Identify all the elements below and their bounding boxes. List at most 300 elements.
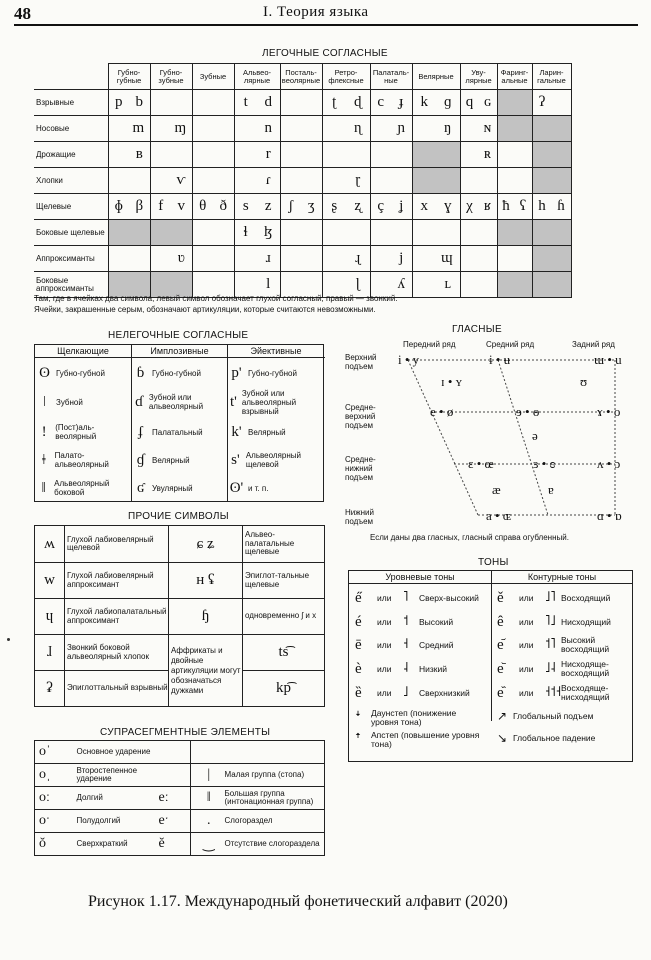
vowel-close-mid-label: Средне-верхний подъем [345, 403, 376, 430]
consonant-cell [460, 168, 497, 194]
vowel-a-p: ɑ • ɒ [597, 508, 622, 523]
voiceless-symbol: k [420, 94, 428, 110]
tone-description: Восходящий [561, 592, 611, 603]
implosives-item [133, 419, 227, 445]
voiced-symbol: ʟ [444, 276, 451, 292]
clicks-description: Альвеолярный боковой [54, 479, 110, 497]
other-sym: ɺ [35, 635, 65, 671]
consonant-cell [460, 116, 497, 142]
corner-cell [34, 64, 108, 90]
consonant-cell [192, 90, 234, 116]
supra-symbol: oˑ [35, 810, 75, 833]
pulmonic-title: ЛЕГОЧНЫЕ СОГЛАСНЫЕ [262, 48, 388, 59]
impossible-cell [532, 272, 571, 298]
other-sym: ʡ [35, 671, 65, 707]
consonant-cell [322, 116, 370, 142]
supra-example: ĕ [155, 833, 191, 856]
voiced-symbol: ʙ [135, 146, 143, 162]
clicks-item [37, 419, 131, 445]
supra-example [155, 764, 191, 787]
clicks-description: Палато-альвеолярный [54, 451, 109, 469]
supra-group-description: Слогораздел [223, 810, 325, 833]
consonant-cell [234, 246, 280, 272]
voiced-symbol: ɴ [483, 120, 492, 136]
voiced-symbol: b [135, 94, 143, 110]
tone-or: или [519, 640, 534, 650]
other-symbols-title: ПРОЧИЕ СИМВОЛЫ [128, 511, 229, 522]
tone-step-item [355, 731, 481, 749]
supra-example: eˑ [155, 810, 191, 833]
vowel-I-Y: ɪ • ʏ [441, 374, 463, 389]
tone-letter: ˥˩ [545, 614, 556, 629]
vowel-trapezoid [390, 350, 635, 525]
tone-description: Средний [419, 639, 454, 650]
ejectives-symbol: s' [231, 451, 240, 468]
consonant-cell [280, 90, 322, 116]
supra-symbol: oː [35, 787, 75, 810]
voiced-symbol: ɽ [355, 172, 361, 188]
consonant-cell [108, 194, 150, 220]
voiced-symbol: ɳ [354, 120, 362, 136]
tone-step-symbol: ↗ [497, 709, 508, 723]
header-rule [14, 24, 638, 26]
tone-letter: ˧˦˧ [545, 685, 562, 700]
voiced-symbol: r [265, 146, 271, 162]
vowel-close-label: Верхний подъем [345, 353, 377, 371]
voiced-symbol: ɾ [265, 172, 271, 188]
consonant-cell [532, 194, 571, 220]
voiced-symbol: ɣ [444, 198, 452, 214]
voiced-symbol: m [132, 120, 145, 136]
tone-description: Сверх-высокий [419, 592, 479, 603]
level-tone-item [355, 657, 485, 681]
manner-row-label: Дрожащие [34, 142, 108, 168]
manner-row-label: Щелевые [34, 194, 108, 220]
voiced-symbol: l [266, 276, 271, 292]
implosives-item [133, 360, 227, 386]
tone-step-item [497, 731, 623, 745]
consonant-cell [192, 142, 234, 168]
voiced-symbol: ʕ [519, 198, 527, 214]
consonant-cell [412, 90, 460, 116]
header-ejectives: Эйективные [250, 346, 302, 356]
voiceless-symbol: ɬ [243, 224, 248, 240]
implosives-symbol: ɓ [136, 364, 145, 381]
voiced-symbol: ʐ [354, 198, 362, 214]
tone-diacritic: e̋ [355, 589, 362, 606]
vowel-6: ɐ [548, 482, 554, 497]
tone-letter: ˩˥ [545, 590, 556, 605]
place-column-header: Посталь-веолярные [280, 64, 322, 90]
consonant-cell [234, 142, 280, 168]
consonant-cell [150, 90, 192, 116]
vowel-U: ʊ [580, 374, 588, 389]
tone-letter: ˩˨ [545, 661, 556, 676]
other-sym: ɕ ʑ [169, 526, 243, 563]
other-desc: Эпиглоттальный взрывный [65, 671, 169, 707]
ejectives-item [229, 360, 323, 386]
tone-letter: ˩ [403, 685, 409, 700]
figure-caption: Рисунок 1.17. Международный фонетический алфавит (2020) [88, 893, 508, 910]
ejectives-symbol: k' [231, 423, 242, 440]
voiceless-symbol: ʈ [332, 94, 337, 110]
ejectives-description: Губно-губной [248, 368, 297, 378]
tone-or: или [519, 688, 534, 698]
consonant-cell [150, 194, 192, 220]
consonant-cell [497, 168, 532, 194]
consonant-cell [150, 246, 192, 272]
implosives-item [133, 475, 227, 501]
consonant-cell [497, 142, 532, 168]
voiceless-symbol: s [242, 198, 249, 214]
tone-description: Сверхнизкий [419, 687, 470, 698]
clicks-symbol: ǂ [41, 451, 46, 468]
impossible-cell [412, 142, 460, 168]
nonpulmonic-title: НЕЛЕГОЧНЫЕ СОГЛАСНЫЕ [108, 330, 249, 341]
pulmonic-table [34, 63, 572, 298]
contour-tone-item [497, 681, 627, 705]
other-symbols-table [34, 525, 325, 707]
consonant-cell [532, 90, 571, 116]
ejectives-description: Альвеолярный щелевой [245, 451, 301, 469]
consonant-cell [192, 194, 234, 220]
voiced-symbol: ɭ [355, 276, 360, 292]
consonant-cell [234, 220, 280, 246]
consonant-cell [322, 142, 370, 168]
voiceless-symbol: ʂ [331, 198, 338, 214]
header-clicks: Щелкающие [57, 346, 109, 356]
consonant-cell [322, 220, 370, 246]
voiced-symbol: ɖ [354, 94, 362, 110]
impossible-cell [497, 90, 532, 116]
vowel-front-label: Передний ряд [403, 340, 456, 349]
tone-or: или [519, 664, 534, 674]
contour-tone-item [497, 586, 627, 610]
level-tone-item [355, 681, 485, 705]
consonant-cell [322, 90, 370, 116]
tone-or: или [519, 593, 534, 603]
impossible-cell [532, 116, 571, 142]
other-sym: w [35, 563, 65, 599]
ejectives-description: Зубной или альвеолярный взрывный [241, 388, 297, 416]
voiced-symbol: ɹ [265, 250, 271, 266]
other-sym: ʍ [35, 526, 65, 563]
other-sym: ʜ ʢ [169, 563, 243, 599]
tone-description: Высокий [419, 616, 454, 627]
clicks-item [37, 389, 131, 415]
supra-group-symbol [191, 741, 223, 764]
implosives-description: Велярный [152, 455, 190, 465]
implosives-symbol: ɗ [135, 393, 143, 410]
vowel-back-label: Задний ряд [572, 340, 615, 349]
consonant-cell [460, 220, 497, 246]
contour-tone-item [497, 610, 627, 634]
consonant-cell [192, 220, 234, 246]
impossible-cell [532, 142, 571, 168]
vowel-i-u-central: ɨ • ʉ [489, 352, 511, 367]
other-desc: Альвео-палатальные щелевые [243, 526, 325, 563]
ejectives-description: Велярный [248, 427, 286, 437]
ejectives-symbol: ʘ' [229, 479, 244, 496]
voiceless-symbol: ʔ [538, 94, 546, 110]
tone-letter: ˧ [403, 637, 409, 652]
tone-letter: ˦ [403, 614, 409, 629]
voiceless-symbol: f [158, 198, 164, 214]
voiced-symbol: ʎ [397, 276, 405, 292]
place-column-header: Фаринг-альные [497, 64, 532, 90]
tone-or: или [519, 617, 534, 627]
other-sym: ɥ [35, 599, 65, 635]
consonant-cell [412, 116, 460, 142]
implosives-item [133, 447, 227, 473]
supra-description: Сверхкраткий [75, 833, 155, 856]
consonant-cell [412, 272, 460, 298]
clicks-symbol: ǀ [42, 393, 46, 410]
consonant-cell [370, 246, 412, 272]
tone-description: Низкий [419, 663, 447, 674]
consonant-cell [497, 246, 532, 272]
clicks-symbol: ǁ [41, 479, 46, 496]
tone-description: Восходяще-нисходящий [561, 683, 610, 702]
consonant-cell [322, 246, 370, 272]
manner-row-label: Взрывные [34, 90, 108, 116]
voiced-symbol: n [264, 120, 272, 136]
voiceless-symbol: c [377, 94, 385, 110]
voiced-symbol: ɟ [398, 94, 404, 110]
ejectives-symbol: p' [231, 364, 242, 381]
consonant-cell [370, 168, 412, 194]
vowel-E-oe: ɛ • œ [468, 456, 494, 471]
tone-diacritic: e᷅ [497, 660, 504, 677]
tone-step-description: Глобальное падение [513, 732, 596, 743]
supra-symbol: oˈ [35, 741, 75, 764]
implosives-description: Зубной или альвеолярный [148, 393, 204, 411]
supra-description: Полудолгий [75, 810, 155, 833]
ejectives-item [229, 419, 323, 445]
tone-description: Нисходящий [561, 616, 611, 627]
tone-letter: ˥ [403, 590, 409, 605]
voiced-symbol: ɡ [444, 94, 452, 110]
manner-row-label: Аппроксиманты [34, 246, 108, 272]
implosives-symbol: ʄ [138, 423, 143, 440]
consonant-cell [280, 220, 322, 246]
vowel-e-o-central: ɘ • ɵ [516, 404, 540, 419]
voiced-symbol: ʁ [483, 198, 492, 214]
consonant-cell [370, 194, 412, 220]
voiceless-symbol: t [243, 94, 248, 110]
contour-tone-item [497, 657, 627, 681]
running-header: I. Теория языка [263, 4, 369, 20]
consonant-cell [370, 220, 412, 246]
other-sym: ɧ [169, 599, 243, 635]
consonant-cell [460, 272, 497, 298]
pulmonic-note-1: Там, где в ячейках два символа, левый символ обозначает глухой согласный, правый — звонкий. [34, 294, 398, 303]
vowel-open-label: Нижний подъем [345, 508, 374, 526]
manner-row-label: Боковые щелевые [34, 220, 108, 246]
contour-tones-header: Контурные тоны [492, 571, 632, 584]
consonant-cell [412, 220, 460, 246]
tie-bar-example: kp͡ [243, 671, 325, 707]
consonant-cell [322, 194, 370, 220]
impossible-cell [412, 168, 460, 194]
voiceless-symbol: ʃ [288, 198, 294, 214]
tone-step-symbol: ꜛ [355, 733, 361, 747]
vowel-3: ɜ • ɞ [533, 456, 556, 471]
other-desc: Эпиглот-тальные щелевые [243, 563, 325, 599]
tone-or: или [377, 664, 392, 674]
tie-bar-example: ts͡ [243, 635, 325, 671]
place-column-header: Велярные [412, 64, 460, 90]
supra-description: Второстепенное ударение [75, 764, 155, 787]
impossible-cell [532, 168, 571, 194]
voiced-symbol: d [264, 94, 272, 110]
consonant-cell [150, 116, 192, 142]
level-tones-header: Уровневые тоны [349, 571, 491, 584]
place-column-header: Альвео-лярные [234, 64, 280, 90]
implosives-symbol: ɠ [136, 451, 145, 468]
vowel-i-y: i • y [398, 352, 420, 367]
supra-example [155, 741, 191, 764]
consonant-cell [370, 116, 412, 142]
voiced-symbol: ɢ [484, 94, 491, 110]
consonant-cell [234, 90, 280, 116]
consonant-cell [412, 194, 460, 220]
ejectives-description: и т. п. [248, 483, 269, 493]
tone-step-description: Глобальный подъем [513, 710, 594, 721]
tone-or: или [377, 593, 392, 603]
other-desc: Глухой лабиопалатальный аппроксимант [65, 599, 169, 635]
consonant-cell [460, 194, 497, 220]
voiced-symbol: ɱ [174, 120, 187, 136]
voiced-symbol: ɰ [440, 250, 453, 266]
level-tone-item [355, 586, 485, 610]
tone-step-symbol: ꜜ [355, 711, 361, 725]
supra-group-description: Отсутствие слогораздела [223, 833, 325, 856]
voiced-symbol: v [177, 198, 185, 214]
implosives-item [133, 389, 227, 415]
voiceless-symbol: ɸ [114, 198, 123, 214]
supra-symbol: ŏ [35, 833, 75, 856]
supra-group-description: Малая группа (стопа) [223, 764, 325, 787]
impossible-cell [497, 220, 532, 246]
impossible-cell [108, 220, 150, 246]
tone-diacritic: ě [497, 589, 504, 606]
vowel-y-o: ɤ • o [597, 404, 621, 419]
vowel-schwa: ə [532, 428, 538, 443]
supra-title: СУПРАСЕГМЕНТНЫЕ ЭЛЕМЕНТЫ [100, 727, 271, 738]
tone-diacritic: e᷈ [497, 684, 504, 701]
consonant-cell [280, 116, 322, 142]
consonant-cell [108, 168, 150, 194]
place-column-header: Палаталь-ные [370, 64, 412, 90]
vowel-a-OE: a • ɶ [486, 508, 512, 523]
tone-description: Высокий восходящий [561, 635, 610, 654]
tone-description: Нисходяще-восходящий [561, 659, 610, 678]
voiced-symbol: ɮ [263, 224, 273, 240]
supra-description: Основное ударение [75, 741, 155, 764]
tone-or: или [377, 617, 392, 627]
tone-diacritic: e᷄ [497, 636, 504, 653]
implosives-description: Палатальный [152, 427, 203, 437]
ejectives-item [229, 389, 323, 415]
tone-or: или [377, 640, 392, 650]
impossible-cell [150, 220, 192, 246]
place-column-header: Губно-губные [108, 64, 150, 90]
place-column-header: Ларин-гальные [532, 64, 571, 90]
voiceless-symbol: χ [466, 198, 473, 214]
consonant-cell [280, 194, 322, 220]
voiced-symbol: ɲ [397, 120, 405, 136]
consonant-cell [234, 116, 280, 142]
supra-group-symbol: | [191, 764, 223, 787]
place-column-header: Ретро-флексные [322, 64, 370, 90]
consonant-cell [192, 168, 234, 194]
voiceless-symbol: θ [199, 198, 207, 214]
impossible-cell [532, 246, 571, 272]
vowel-e-o: e • ø [430, 404, 454, 419]
tone-letter: ˨ [403, 661, 409, 676]
tones-table [348, 570, 633, 762]
impossible-cell [532, 220, 571, 246]
consonant-cell [280, 246, 322, 272]
tone-letter: ˦˥ [545, 637, 556, 652]
tone-step-symbol: ↘ [497, 731, 508, 745]
supra-group-symbol: ‿ [191, 833, 223, 856]
tone-diacritic: è [355, 660, 362, 677]
place-column-header: Уву-лярные [460, 64, 497, 90]
consonant-cell [234, 194, 280, 220]
consonant-cell [370, 142, 412, 168]
manner-row-label: Хлопки [34, 168, 108, 194]
tone-step-description: Апстеп (повышение уровня тона) [371, 730, 480, 749]
tone-step-item [355, 709, 481, 727]
clicks-item [37, 360, 131, 386]
tone-diacritic: ê [497, 613, 504, 630]
implosives-description: Губно-губной [152, 368, 201, 378]
supra-group-symbol: . [191, 810, 223, 833]
consonant-cell [108, 116, 150, 142]
affricate-note: Аффрикаты и двойные артикуляции могут обозначаться дужками [169, 635, 243, 707]
voiced-symbol: j [399, 250, 404, 266]
voiced-symbol: ʀ [483, 146, 492, 162]
ejectives-item [229, 447, 323, 473]
other-desc: Звонкий боковой альвеолярный хлопок [65, 635, 169, 671]
voiced-symbol: ɻ [355, 250, 361, 266]
voiced-symbol: ʒ [307, 198, 315, 214]
consonant-cell [108, 246, 150, 272]
consonant-cell [108, 90, 150, 116]
other-desc: Глухой лабиовелярный щелевой [65, 526, 169, 563]
supra-symbol: oˌ [35, 764, 75, 787]
nonpulmonic-table [34, 344, 324, 502]
supra-table [34, 740, 325, 856]
consonant-cell [280, 168, 322, 194]
ejectives-symbol: t' [229, 393, 237, 410]
consonant-cell [460, 142, 497, 168]
other-desc: одновременно ʃ и x [243, 599, 325, 635]
supra-group-description: Большая группа (интонационная группа) [223, 787, 325, 810]
voiced-symbol: ʋ [177, 250, 185, 266]
clicks-item [37, 447, 131, 473]
voiceless-symbol: q [465, 94, 474, 110]
consonant-cell [412, 246, 460, 272]
vowel-ae: æ [492, 482, 501, 497]
consonant-cell [192, 116, 234, 142]
consonant-cell [497, 194, 532, 220]
vowel-w-u: ɯ • u [594, 352, 622, 367]
clicks-symbol: ʘ [39, 364, 50, 381]
place-column-header: Губно-зубные [150, 64, 192, 90]
